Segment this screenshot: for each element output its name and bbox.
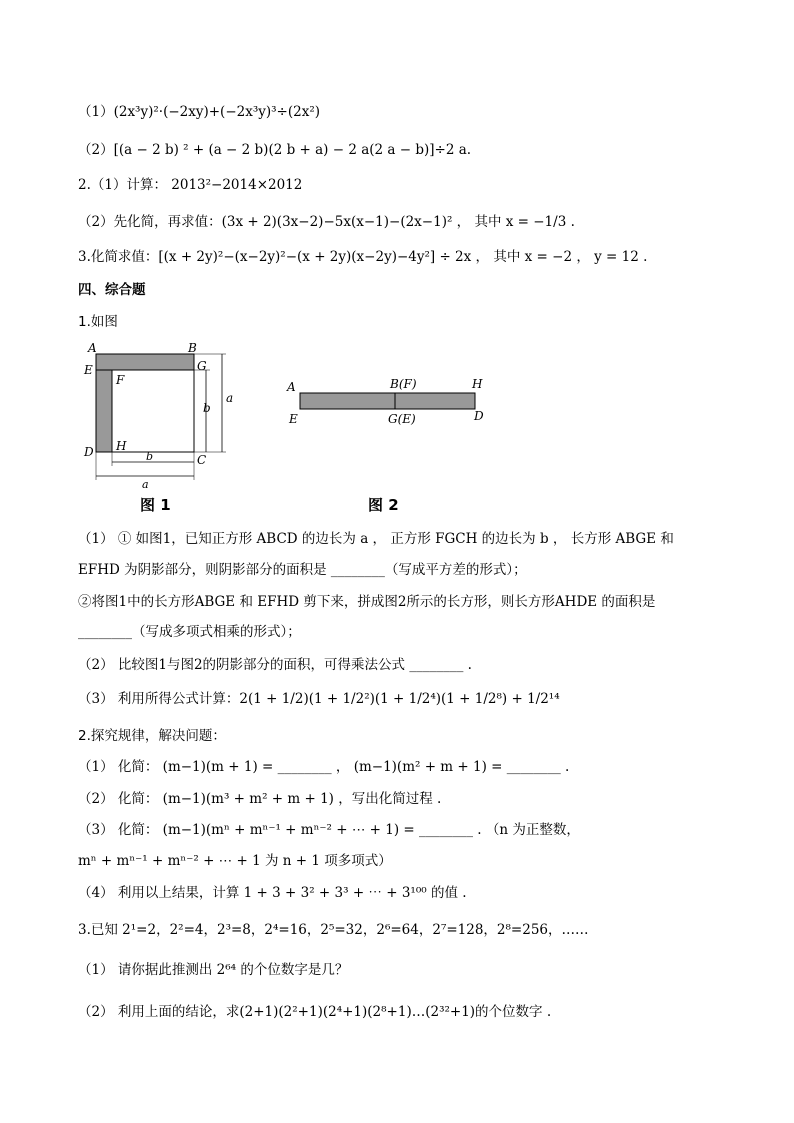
problem-2-2: （2）先化简，再求值：(3x + 2)(3x−2)−5x(x−1)−(2x−1)² ， 其中 x = −1/3 . [78, 214, 575, 230]
label-E2: E [289, 412, 298, 426]
shaded-ahde-left [300, 393, 395, 409]
figure-1 [82, 340, 252, 490]
comprehensive-2-part3a: （3） 化简： (m−1)(mⁿ + mⁿ⁻¹ + mⁿ⁻² + ⋯ + 1) = ________ . （n 为正整数， [78, 822, 580, 838]
comprehensive-3-part2: （2） 利用上面的结论，求(2+1)(2²+1)(2⁴+1)(2⁸+1)…(2³²+1)的个位数字 . [78, 1004, 552, 1020]
label-G: G [197, 359, 207, 373]
comprehensive-2-part4: （4） 利用以上结果，计算 1 + 3 + 3² + 3³ + ⋯ + 3¹⁰⁰ 的值 . [78, 885, 467, 901]
comprehensive-1-part1b: EFHD 为阴影部分，则阴影部分的面积是 ________（写成平方差的形式）； [78, 562, 527, 578]
comprehensive-1-part2: （2） 比较图1与图2的阴影部分的面积，可得乘法公式 ________ . [78, 657, 472, 673]
comprehensive-1-title: 1.如图 [78, 314, 118, 330]
label-H2: H [472, 377, 483, 391]
comprehensive-2-part1: （1） 化简： (m−1)(m + 1) = ________ ， (m−1)(m² + m + 1) = ________ . [78, 759, 570, 775]
label-a-right: a [226, 391, 234, 405]
comprehensive-2-part3b: mⁿ + mⁿ⁻¹ + mⁿ⁻² + ⋯ + 1 为 n + 1 项多项式） [78, 853, 392, 869]
shaded-ahde-right [395, 393, 475, 409]
problem-1-1: （1）(2x³y)²·(−2xy)+(−2x³y)³÷(2x²) [78, 104, 321, 120]
label-D: D [84, 445, 94, 459]
label-b-right: b [203, 401, 211, 415]
comprehensive-1-part3: （3） 利用所得公式计算：2(1 + 1/2)(1 + 1/2²)(1 + 1/2⁴)(1 + 1/2⁸) + 1/2¹⁴ [78, 691, 560, 707]
problem-2-1: 2.（1）计算： 2013²−2014×2012 [78, 177, 303, 193]
problem-1-2: （2）[(a − 2 b) ² + (a − 2 b)(2 b + a) − 2 a(2 a − b)]÷2 a. [78, 142, 472, 158]
comprehensive-3-part1: （1） 请你据此推测出 2⁶⁴ 的个位数字是几？ [78, 962, 349, 978]
label-H: H [116, 439, 127, 453]
label-GE: G(E) [388, 412, 416, 426]
label-D2: D [474, 409, 484, 423]
label-A: A [88, 341, 97, 355]
comprehensive-3-title: 3.已知 2¹=2，2²=4，2³=8，2⁴=16，2⁵=32，2⁶=64，2⁷=128，2⁸=256，…… [78, 922, 589, 938]
shaded-abge [96, 354, 194, 370]
comprehensive-1-part1d: ________（写成多项式相乘的形式）； [78, 624, 301, 640]
comprehensive-1-part1c: ②将图1中的长方形ABGE 和 EFHD 剪下来，拼成图2所示的长方形，则长方形AHDE 的面积是 [78, 594, 656, 610]
label-E: E [84, 363, 93, 377]
problem-3: 3.化简求值：[(x + 2y)²−(x−2y)²−(x + 2y)(x−2y)−4y²] ÷ 2x ， 其中 x = −2 ， y = 12 . [78, 249, 648, 265]
comprehensive-1-part1a: （1） ① 如图1，已知正方形 ABCD 的边长为 a ， 正方形 FGCH 的边长为 b ， 长方形 ABGE 和 [78, 531, 674, 547]
figure-1-caption: 图 1 [140, 496, 171, 514]
figure-2 [284, 372, 494, 432]
label-F: F [116, 373, 125, 387]
label-b-bottom: b [146, 450, 154, 463]
figure-2-caption: 图 2 [368, 496, 399, 514]
label-a-bottom: a [142, 478, 149, 490]
comprehensive-2-title: 2.探究规律，解决问题： [78, 728, 226, 744]
section-heading: 四、综合题 [78, 282, 146, 298]
label-C: C [197, 453, 207, 467]
label-B: B [188, 341, 197, 355]
shaded-efhd [96, 370, 112, 452]
label-BF: B(F) [390, 377, 417, 391]
comprehensive-2-part2: （2） 化简： (m−1)(m³ + m² + m + 1) ，写出化简过程 . [78, 791, 442, 807]
label-A2: A [287, 380, 296, 394]
